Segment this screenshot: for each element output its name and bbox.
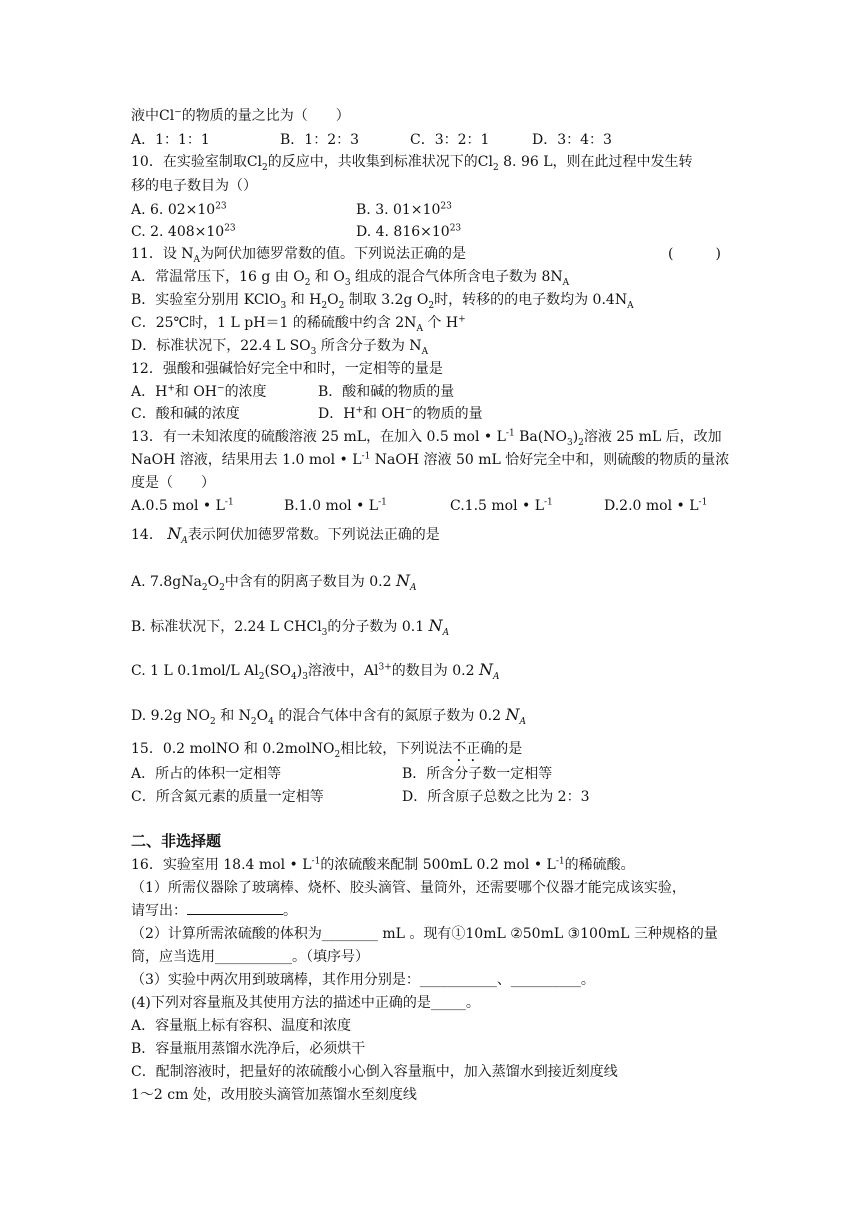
q14-option-b: B. 标准状况下，2.24 L CHCl$_3$的分子数为 0.1 $N_A$ <box>131 616 450 638</box>
q14-stem: 14． $N_A$表示阿伏加德罗常数。下列说法正确的是 <box>131 524 440 546</box>
q13-stem: 13．有一未知浓度的硫酸溶液 25 mL，在加入 0.5 mol • $L^{-1}$ $Ba(NO_3)_2$溶液 25 mL 后，改加 <box>131 428 722 448</box>
q14-option-a: A. $7.8gNa_2O_2$中含有的阴离子数目为 0.2 $N_A$ <box>131 571 417 593</box>
q13-option-d: D.2.0 mol • $L^{-1}$ <box>604 497 708 514</box>
q13-option-b: B.1.0 mol • $L^{-1}$ <box>284 497 387 514</box>
q10-option-a: A. 6. $02\times 10^{23}$ <box>131 201 227 218</box>
q12-option-a: A．H+和 OH−的浓度 <box>131 383 267 400</box>
q15-option-b: B．所含分子数一定相等 <box>402 766 553 782</box>
q16-part2: （2）计算所需浓硫酸的体积为________ mL 。现有①10mL ②50mL ③100mL 三种规格的量 <box>131 926 718 942</box>
q13-stem-line3: 度是（ ） <box>131 475 215 491</box>
q16-option-b: B．容量瓶用蒸馏水洗净后，必须烘干 <box>131 1041 366 1057</box>
q16-option-c-line2: 1～2 cm 处，改用胶头滴管加蒸馏水至刻度线 <box>131 1087 417 1103</box>
q12-stem: 12．强酸和强碱恰好完全中和时，一定相等的量是 <box>131 361 443 377</box>
q15-option-d: D．所含原子总数之比为 2：3 <box>402 789 590 805</box>
q9-continuation: 液中Cl−的物质的量之比为（ ） <box>131 107 350 124</box>
q16-part4: (4)下列对容量瓶及其使用方法的描述中正确的是_____。 <box>131 995 480 1011</box>
q10-stem: 10．在实验室制取$Cl_2$的反应中，共收集到标准状况下的$Cl_2$ 8. 96 L，则在此过程中发生转 <box>131 154 693 173</box>
q11-option-c: C．25℃时，1 L pH＝1 的稀硫酸中约含 $2N_A$ 个 H+ <box>131 314 466 334</box>
q11-option-d: D．标准状况下，22.4 L $SO_3$ 所含分子数为 $N_A$ <box>131 338 429 357</box>
q9-option-a: A．1：1：1 <box>131 132 210 148</box>
q10-option-d: D. 4. $816\times 10^{23}$ <box>356 223 462 240</box>
q16-part2-line2: 筒，应当选用___________。（填序号） <box>131 949 369 965</box>
q14-option-c: C. 1 L 0.1mol/L $Al_2(SO_4)_3$溶液中，$Al^{3+}$的数目为 0.2 $N_A$ <box>131 660 500 682</box>
q16-part1: （1）所需仪器除了玻璃棒、烧杯、胶头滴管、量筒外，还需要哪个仪器才能完成该实验， <box>131 880 686 896</box>
q13-option-a: A.0.5 mol • $L^{-1}$ <box>131 497 234 514</box>
q10-option-b: B. 3. $01\times 10^{23}$ <box>356 201 452 218</box>
q11-option-a: A．常温常压下，16 g 由 $O_2$ 和 $O_3$ 组成的混合气体所含电子数为 $8N_A$ <box>131 269 570 288</box>
q16-option-c: C．配制溶液时，把量好的浓硫酸小心倒入容量瓶中，加入蒸馏水到接近刻度线 <box>131 1064 618 1080</box>
q9-option-c: C．3：2：1 <box>410 132 490 148</box>
q12-option-d: D．H+和 OH−的物质的量 <box>318 405 483 422</box>
section-heading: 二、非选择题 <box>131 832 222 850</box>
q16-stem: 16．实验室用 18.4 mol • $L^{-1}$的浓硫酸来配制 500mL 0.2 mol • $L^{-1}$的稀硫酸。 <box>131 856 635 873</box>
q11-option-b: B．实验室分别用 KClO$_3$ 和 $H_2O_2$ 制取 3.2g $O_2$时，转移的的电子数均为 $0.4N_A$ <box>131 292 634 311</box>
q13-stem-line2: NaOH 溶液，结果用去 1.0 mol • $L^{-1}$ NaOH 溶液 50 mL 恰好完全中和，则硫酸的物质的量浓 <box>131 451 730 468</box>
q15-option-c: C．所含氮元素的质量一定相等 <box>131 789 324 805</box>
q14-option-d: D. 9.2g $NO_2$ 和 $N_2O_4$ 的混合气体中含有的氮原子数为 0.2 $N_A$ <box>131 705 526 727</box>
q15-emphasis: 不正 <box>452 741 481 757</box>
q15-stem: 15．0.2 molNO 和 0.2molNO$_2$相比较，下列说法不正确的是 <box>131 741 523 760</box>
q12-option-c: C．酸和碱的浓度 <box>131 406 240 422</box>
q16-option-a: A．容量瓶上标有容积、温度和浓度 <box>131 1018 352 1034</box>
q9-option-d: D．3：4：3 <box>532 132 612 148</box>
q16-part3: （3）实验中两次用到玻璃棒，其作用分别是：___________、__________。 <box>131 972 595 988</box>
q10-stem-line2: 移的电子数目为（） <box>131 178 257 194</box>
q16-part1-answer: 请写出： 。 <box>131 903 297 919</box>
q12-option-b: B．酸和碱的物质的量 <box>318 384 455 400</box>
q15-option-a: A．所占的体积一定相等 <box>131 766 282 782</box>
q10-option-c: C. 2. $408\times 10^{23}$ <box>131 223 236 240</box>
q11-answer-paren: ( ) <box>668 246 721 262</box>
q13-option-c: C.1.5 mol • $L^{-1}$ <box>450 497 553 514</box>
q9-option-b: B．1：2：3 <box>280 132 360 148</box>
answer-blank[interactable] <box>187 914 283 915</box>
q11-stem: 11．设 $N_A$为阿伏加德罗常数的值。下列说法正确的是 <box>131 246 467 265</box>
